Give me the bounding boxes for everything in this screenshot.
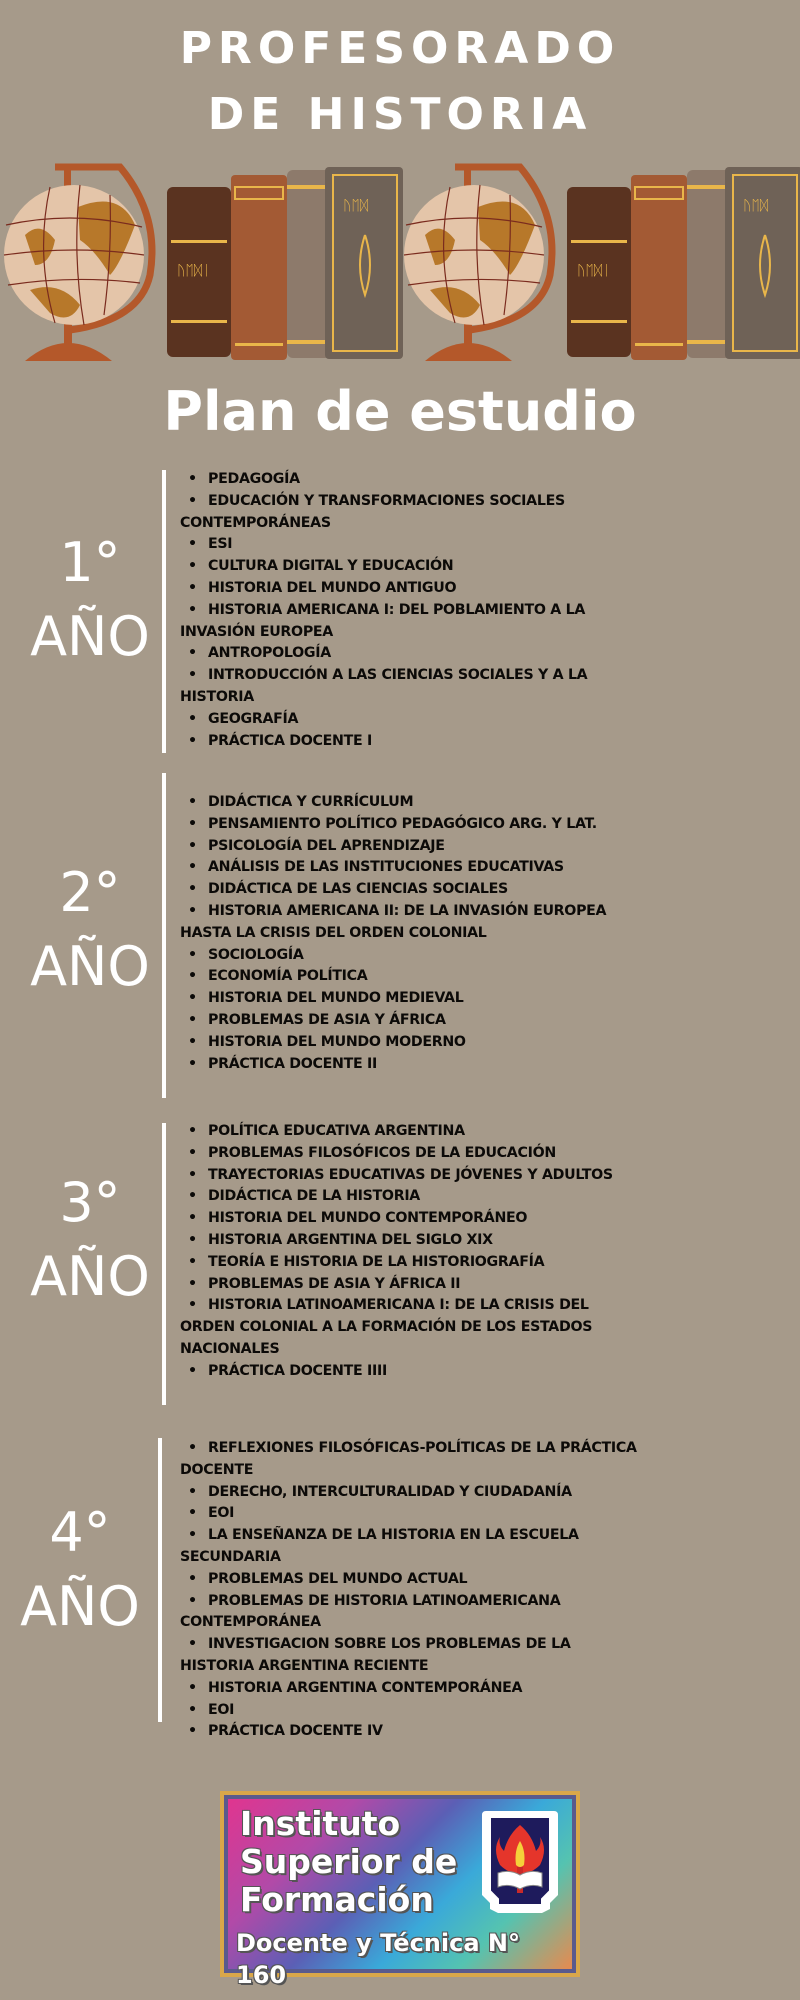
year-number: 4° [49, 1501, 111, 1564]
subject-item: • HISTORIA DEL MUNDO CONTEMPORÁNEO [188, 1210, 528, 1227]
svg-text:ᚢᛖᛞ: ᚢᛖᛞ [743, 198, 769, 214]
subject-item: • PEDAGOGÍA [188, 471, 300, 487]
section-subtitle: Plan de estudio [163, 380, 637, 443]
illustration-band [0, 155, 800, 365]
svg-text:ᚢᛖᛞᛁ: ᚢᛖᛞᛁ [577, 263, 611, 279]
subject-item: • HISTORIA AMERICANA II: DE LA INVASIÓN EUROPEA HASTA LA CRISIS DEL ORDEN COLONIAL [180, 902, 607, 941]
subject-item: • TEORÍA E HISTORIA DE LA HISTORIOGRAFÍA [188, 1253, 545, 1270]
subject-item: • EDUCACIÓN Y TRANSFORMACIONES SOCIALES CONTEMPORÁNEAS [180, 492, 565, 531]
logo-line2: Superior de [240, 1842, 458, 1881]
subject-item: • INTRODUCCIÓN A LAS CIENCIAS SOCIALES Y A LA HISTORIA [180, 667, 588, 705]
subject-item: • HISTORIA LATINOAMERICANA I: DE LA CRISIS DEL ORDEN COLONIAL A LA FORMACIÓN DE LOS ESTADOS NACIONALES [180, 1297, 593, 1357]
subject-item: • CULTURA DIGITAL Y EDUCACIÓN [188, 558, 454, 575]
subject-item: • DIDÁCTICA DE LA HISTORIA [188, 1188, 420, 1205]
books-icon [565, 155, 800, 365]
subject-item: • PRÁCTICA DOCENTE IIII [188, 1362, 387, 1379]
subject-item: • HISTORIA DEL MUNDO ANTIGUO [188, 579, 457, 596]
subject-item: • TRAYECTORIAS EDUCATIVAS DE JÓVENES Y ADULTOS [188, 1166, 613, 1183]
year-number: 2° [59, 861, 121, 924]
subject-item: • ECONOMÍA POLÍTICA [188, 968, 368, 985]
subject-item: • PROBLEMAS DE HISTORIA LATINOAMERICANA CONTEMPORÁNEA [180, 1592, 561, 1631]
subject-item: • DIDÁCTICA Y CURRÍCULUM [188, 794, 414, 810]
books-icon [165, 155, 405, 365]
svg-text:ᚢᛖᛞ: ᚢᛖᛞ [343, 198, 369, 214]
subject-item: • EOI [188, 1701, 235, 1718]
subject-item: • DIDÁCTICA DE LAS CIENCIAS SOCIALES [188, 881, 508, 898]
subject-item: • ANTROPOLOGÍA [188, 645, 331, 662]
subject-item: • PSICOLOGÍA DEL APRENDIZAJE [188, 837, 445, 854]
books-pair [165, 155, 405, 365]
subject-item: • HISTORIA ARGENTINA CONTEMPORÁNEA [188, 1679, 523, 1696]
year-label: AÑO [30, 935, 150, 998]
page-title-line2: DE HISTORIA [207, 89, 593, 140]
subject-item: • HISTORIA AMERICANA I: DEL POBLAMIENTO A LA INVASIÓN EUROPEA [180, 601, 586, 640]
books-pair [565, 155, 800, 365]
year-divider [162, 773, 166, 1098]
subject-item: • PENSAMIENTO POLÍTICO PEDAGÓGICO ARG. Y LAT. [188, 815, 597, 832]
logo-line3: Formación [240, 1880, 434, 1919]
year-number: 1° [59, 531, 121, 594]
subject-item: • PROBLEMAS DE ASIA Y ÁFRICA [188, 1011, 446, 1028]
subject-item: • ESI [188, 536, 233, 553]
subject-list [180, 469, 640, 752]
subject-list [180, 792, 640, 1075]
year-divider [162, 470, 166, 753]
subject-list [180, 1438, 640, 1743]
subject-item: • EOI [188, 1505, 235, 1522]
subject-item: • PROBLEMAS FILOSÓFICOS DE LA EDUCACIÓN [188, 1144, 556, 1161]
subject-item: • HISTORIA DEL MUNDO MODERNO [188, 1033, 466, 1050]
logo-line4: Docente y Técnica N° 160 [236, 1929, 520, 1989]
year-divider [158, 1438, 162, 1722]
page-title-line1: PROFESORADO [179, 23, 621, 74]
subject-list [180, 1121, 640, 1383]
year-label: AÑO [20, 1575, 140, 1638]
subject-item: • INVESTIGACION SOBRE LOS PROBLEMAS DE LA HISTORIA ARGENTINA RECIENTE [180, 1636, 571, 1674]
subject-item: • HISTORIA DEL MUNDO MEDIEVAL [188, 990, 464, 1007]
torch-book-emblem-icon [478, 1807, 562, 1917]
subject-item: • PRÁCTICA DOCENTE I [188, 732, 373, 749]
subject-item: • REFLEXIONES FILOSÓFICAS-POLÍTICAS DE LA PRÁCTICA DOCENTE [180, 1440, 637, 1478]
subject-item: • PROBLEMAS DEL MUNDO ACTUAL [188, 1570, 468, 1587]
subject-item: • PROBLEMAS DE ASIA Y ÁFRICA II [188, 1275, 461, 1292]
institute-logo [224, 1795, 576, 1989]
year-divider [162, 1123, 166, 1405]
subject-item: • POLÍTICA EDUCATIVA ARGENTINA [188, 1123, 465, 1139]
logo-line1: Instituto [240, 1804, 401, 1843]
subject-item: • GEOGRAFÍA [188, 710, 299, 727]
subject-item: • ANÁLISIS DE LAS INSTITUCIONES EDUCATIVAS [188, 859, 564, 876]
subject-item: • HISTORIA ARGENTINA DEL SIGLO XIX [188, 1231, 493, 1248]
subject-item: • PRÁCTICA DOCENTE II [188, 1055, 377, 1072]
year-label: AÑO [30, 605, 150, 668]
year-number: 3° [59, 1171, 121, 1234]
subject-item: • LA ENSEÑANZA DE LA HISTORIA EN LA ESCUELA SECUNDARIA [180, 1527, 579, 1565]
year-label: AÑO [30, 1245, 150, 1308]
subject-item: • DERECHO, INTERCULTURALIDAD Y CIUDADANÍA [188, 1483, 572, 1500]
subject-item: • PRÁCTICA DOCENTE IV [188, 1723, 383, 1740]
svg-text:ᚢᛖᛞᛁ: ᚢᛖᛞᛁ [177, 263, 211, 279]
subject-item: • SOCIOLOGÍA [188, 946, 304, 963]
